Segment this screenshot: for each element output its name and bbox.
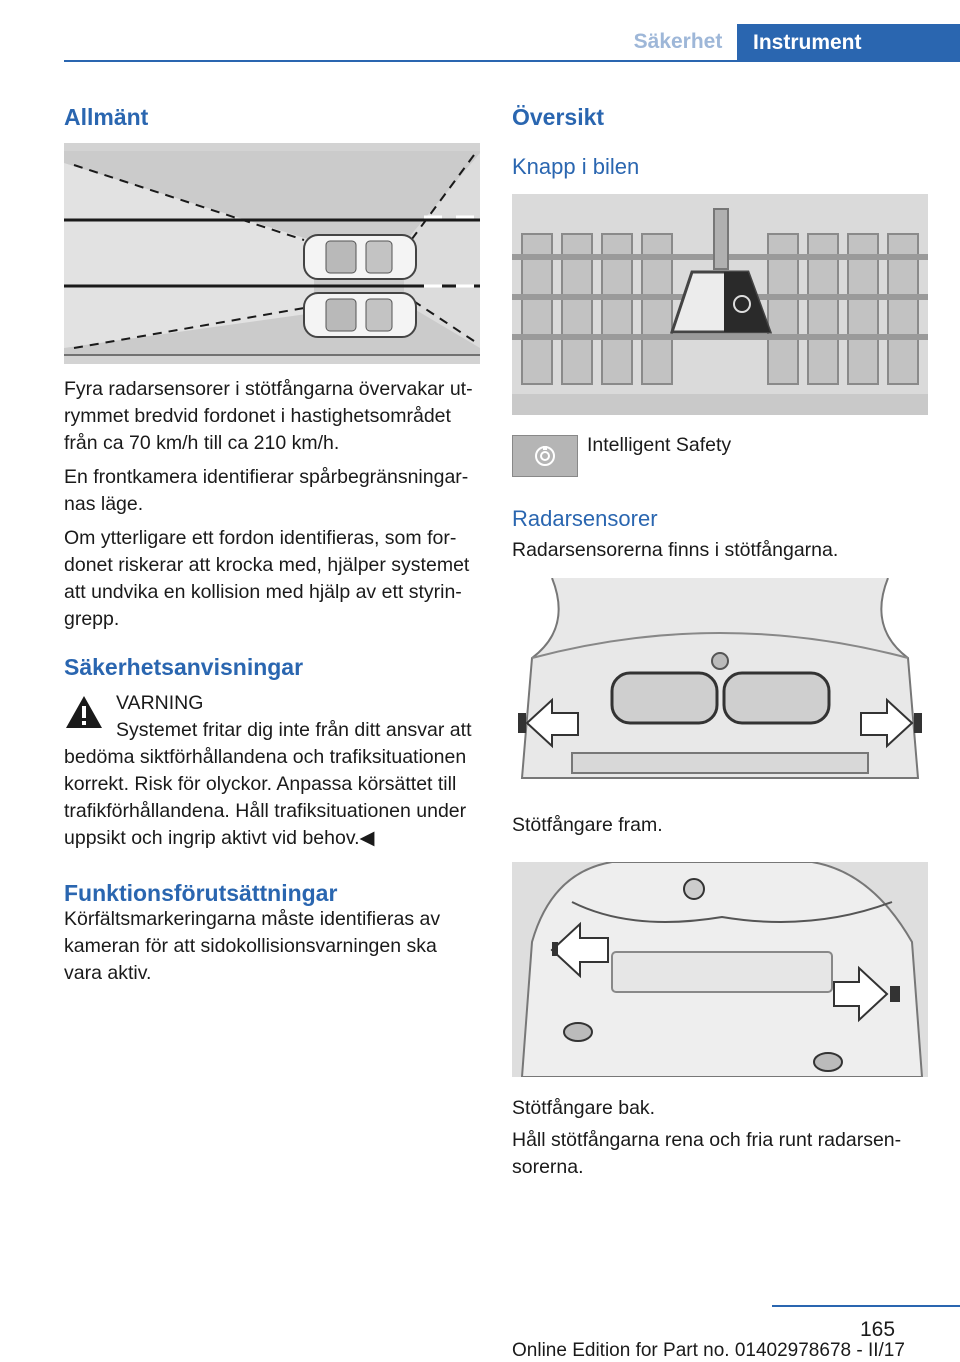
front-bumper-illustration (512, 578, 928, 798)
section-title-sakerhetsanvisningar: Säkerhetsanvisningar (64, 654, 304, 680)
intelligent-safety-button-icon (512, 435, 578, 477)
lane-diagram-illustration (64, 143, 480, 364)
tab-instrument[interactable]: Instrument (737, 24, 960, 62)
paragraph: Fyra radarsensorer i stötfångarna övervakar ut‐ rymmet bredvid fordonet i hastighetsområdet från ca 70 km/h till ca 210 km/h. (64, 378, 473, 454)
rear-caption: Stötfångare bak. (512, 1097, 656, 1119)
warning-label: VARNING (116, 692, 204, 714)
rear-bumper-illustration (512, 862, 928, 1077)
closing-text: Håll stötfångarna rena och fria runt radarsen‐ sorerna. (512, 1129, 902, 1178)
dashboard-illustration (512, 194, 928, 415)
section-title-allmant: Allmänt (64, 104, 149, 130)
warning-text: Systemet fritar dig inte från ditt ansvar att bedöma siktförhållandena och trafiksituationen korrekt. Risk för olyckor. Anpassa körsättet till trafikförhållandena. Håll trafiksituationen under uppsikt och ingrip aktivt vid behov.◀ (64, 719, 472, 849)
allmant-body (64, 376, 480, 640)
tab-sakerhet[interactable]: Säkerhet (633, 30, 723, 53)
page-number: 165 (860, 1318, 896, 1341)
func-text: Körfältsmarkeringarna måste identifieras av kameran för att sidokollisionsvarningen ska vara aktiv. (64, 908, 441, 984)
lane-diagram (64, 143, 480, 364)
edition-text: Online Edition for Part no. 01402978678 - II/17 (512, 1340, 905, 1361)
header-divider (64, 60, 960, 62)
intelligent-safety-label: Intelligent Safety (587, 434, 732, 456)
subtitle-knapp-i-bilen: Knapp i bilen (512, 154, 640, 179)
footer-divider (772, 1305, 960, 1307)
section-title-oversikt: Översikt (512, 104, 605, 130)
section-title-funktionsforutsattningar: Funktionsförutsättningar (64, 880, 338, 906)
radar-text: Radarsensorerna finns i stötfångarna. (512, 539, 839, 561)
paragraph: En frontkamera identifierar spårbegränsningar‐ nas läge. (64, 466, 469, 515)
rear-bumper-figure (512, 862, 928, 1077)
heading-radarsensorer: Radarsensorer (512, 506, 658, 531)
front-bumper-figure (512, 578, 928, 798)
paragraph: Om ytterligare ett fordon identifieras, som for‐ donet riskerar att krocka med, hjälper systemet att undvika en kollision med hjälp av ett styrin‐ grepp. (64, 527, 470, 630)
front-caption: Stötfångare fram. (512, 814, 663, 836)
car-button-photo (512, 194, 928, 415)
